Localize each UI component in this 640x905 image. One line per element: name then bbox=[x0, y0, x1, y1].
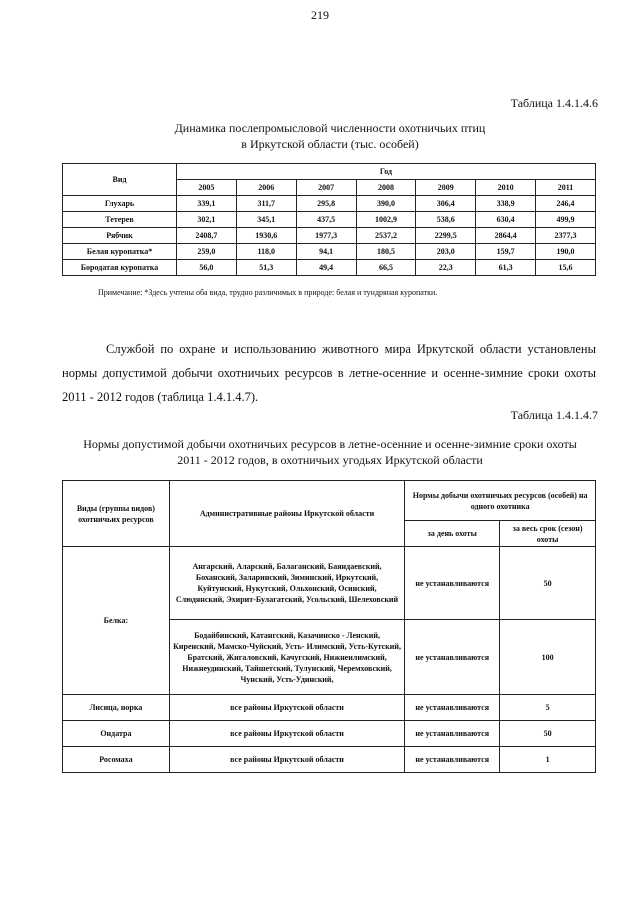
species-cell: Лисица, норка bbox=[63, 695, 170, 721]
value-cell: 437,5 bbox=[296, 212, 356, 228]
table-row bbox=[63, 260, 596, 276]
table-row bbox=[63, 228, 596, 244]
value-cell: 538,6 bbox=[416, 212, 476, 228]
header-species: Вид bbox=[63, 164, 177, 196]
species-cell: Росомаха bbox=[63, 747, 170, 773]
header-species-groups: Виды (группы видов) охотничьих ресурсов bbox=[63, 481, 170, 547]
per-day-cell: не устанавливаются bbox=[405, 620, 500, 695]
value-cell: 390,0 bbox=[356, 196, 416, 212]
value-cell: 1977,3 bbox=[296, 228, 356, 244]
value-cell: 1930,6 bbox=[236, 228, 296, 244]
header-per-day: за день охоты bbox=[405, 521, 500, 547]
value-cell: 345,1 bbox=[236, 212, 296, 228]
species-cell: Ондатра bbox=[63, 721, 170, 747]
body-paragraph bbox=[62, 337, 596, 409]
per-season-cell: 5 bbox=[500, 695, 596, 721]
per-season-cell: 50 bbox=[500, 721, 596, 747]
value-cell: 49,4 bbox=[296, 260, 356, 276]
year-cell: 2011 bbox=[536, 180, 596, 196]
per-day-cell: не устанавливаются bbox=[405, 547, 500, 620]
species-cell: Бородатая куропатка bbox=[63, 260, 177, 276]
value-cell: 246,4 bbox=[536, 196, 596, 212]
value-cell: 2408,7 bbox=[177, 228, 237, 244]
header-districts: Административные районы Иркутской области bbox=[169, 481, 404, 547]
table1-note: Примечание: *Здесь учтены оба вида, трудно различимых в природе: белая и тундряная куропатки. bbox=[98, 288, 438, 297]
table2-title-line2: 2011 - 2012 годов, в охотничьих угодьях Иркутской области bbox=[177, 453, 483, 467]
header-year: Год bbox=[177, 164, 596, 180]
hunting-norms-table bbox=[62, 480, 596, 773]
value-cell: 203,0 bbox=[416, 244, 476, 260]
value-cell: 66,5 bbox=[356, 260, 416, 276]
header-per-season: за весь срок (сезон) охоты bbox=[500, 521, 596, 547]
paragraph-text: Службой по охране и использованию животного мира Иркутской области установлены нормы допустимой добычи охотничьих ресурсов в летне-осенние и осенне-зимние сроки охоты 2011 - 2012 годов (таблица 1.4.1.4.7). bbox=[62, 342, 596, 404]
year-cell: 2006 bbox=[236, 180, 296, 196]
table2-label: Таблица 1.4.1.4.7 bbox=[510, 408, 598, 422]
districts-cell: все районы Иркутской области bbox=[169, 695, 404, 721]
species-cell: Глухарь bbox=[63, 196, 177, 212]
table2-title bbox=[40, 436, 620, 468]
species-cell: Тетерев bbox=[63, 212, 177, 228]
value-cell: 2377,3 bbox=[536, 228, 596, 244]
table-row bbox=[63, 721, 596, 747]
value-cell: 1002,9 bbox=[356, 212, 416, 228]
value-cell: 338,9 bbox=[476, 196, 536, 212]
table-row bbox=[63, 212, 596, 228]
year-cell: 2007 bbox=[296, 180, 356, 196]
table-row bbox=[63, 196, 596, 212]
per-season-cell: 1 bbox=[500, 747, 596, 773]
value-cell: 499,9 bbox=[536, 212, 596, 228]
table-row bbox=[63, 547, 596, 620]
table-row bbox=[63, 244, 596, 260]
value-cell: 339,1 bbox=[177, 196, 237, 212]
per-day-cell: не устанавливаются bbox=[405, 695, 500, 721]
per-day-cell: не устанавливаются bbox=[405, 721, 500, 747]
value-cell: 311,7 bbox=[236, 196, 296, 212]
value-cell: 295,8 bbox=[296, 196, 356, 212]
table1-title-line2: в Иркутской области (тыс. особей) bbox=[241, 137, 419, 151]
value-cell: 306,4 bbox=[416, 196, 476, 212]
value-cell: 2299,5 bbox=[416, 228, 476, 244]
value-cell: 2537,2 bbox=[356, 228, 416, 244]
value-cell: 94,1 bbox=[296, 244, 356, 260]
value-cell: 159,7 bbox=[476, 244, 536, 260]
table-row bbox=[63, 747, 596, 773]
year-cell: 2009 bbox=[416, 180, 476, 196]
table2-title-line1: Нормы допустимой добычи охотничьих ресурсов в летне-осенние и осенне-зимние сроки охоты bbox=[83, 437, 577, 451]
table-row bbox=[63, 695, 596, 721]
year-cell: 2008 bbox=[356, 180, 416, 196]
value-cell: 22,3 bbox=[416, 260, 476, 276]
species-cell: Белка: bbox=[63, 547, 170, 695]
per-season-cell: 100 bbox=[500, 620, 596, 695]
header-norms: Нормы добычи охотничьих ресурсов (особей) на одного охотника bbox=[405, 481, 596, 521]
page-number: 219 bbox=[311, 8, 329, 22]
table1-title-line1: Динамика послепромысловой численности охотничьих птиц bbox=[174, 121, 486, 135]
species-cell: Рябчик bbox=[63, 228, 177, 244]
value-cell: 118,0 bbox=[236, 244, 296, 260]
species-cell: Белая куропатка* bbox=[63, 244, 177, 260]
value-cell: 180,5 bbox=[356, 244, 416, 260]
value-cell: 56,0 bbox=[177, 260, 237, 276]
districts-cell: Ангарский, Аларский, Балаганский, Баяндаевский, Боханский, Заларинский, Зиминский, Иркутский, Куйтунский, Нукутский, Ольхонский, Осинский, Слюдянский, Эхирит-Булагатский, Усольский, Шелеховский bbox=[169, 547, 404, 620]
value-cell: 630,4 bbox=[476, 212, 536, 228]
value-cell: 302,1 bbox=[177, 212, 237, 228]
value-cell: 259,0 bbox=[177, 244, 237, 260]
districts-cell: все районы Иркутской области bbox=[169, 747, 404, 773]
table1-title bbox=[60, 120, 600, 152]
value-cell: 61,3 bbox=[476, 260, 536, 276]
year-cell: 2005 bbox=[177, 180, 237, 196]
per-day-cell: не устанавливаются bbox=[405, 747, 500, 773]
year-cell: 2010 bbox=[476, 180, 536, 196]
districts-cell: Бодайбинский, Катангский, Казачинско - Ленский, Киренский, Мамско-Чуйский, Усть- Илимский, Усть-Кутский, Братский, Жигаловский, Качугский, Нижнеилимский, Нижнеудинский, Тайшетский, Тулунский, Черемховский, Чунский, Усть-Удинский, bbox=[169, 620, 404, 695]
population-table bbox=[62, 163, 596, 276]
table1-label: Таблица 1.4.1.4.6 bbox=[510, 96, 598, 110]
value-cell: 51,3 bbox=[236, 260, 296, 276]
value-cell: 15,6 bbox=[536, 260, 596, 276]
districts-cell: все районы Иркутской области bbox=[169, 721, 404, 747]
value-cell: 190,0 bbox=[536, 244, 596, 260]
per-season-cell: 50 bbox=[500, 547, 596, 620]
value-cell: 2864,4 bbox=[476, 228, 536, 244]
